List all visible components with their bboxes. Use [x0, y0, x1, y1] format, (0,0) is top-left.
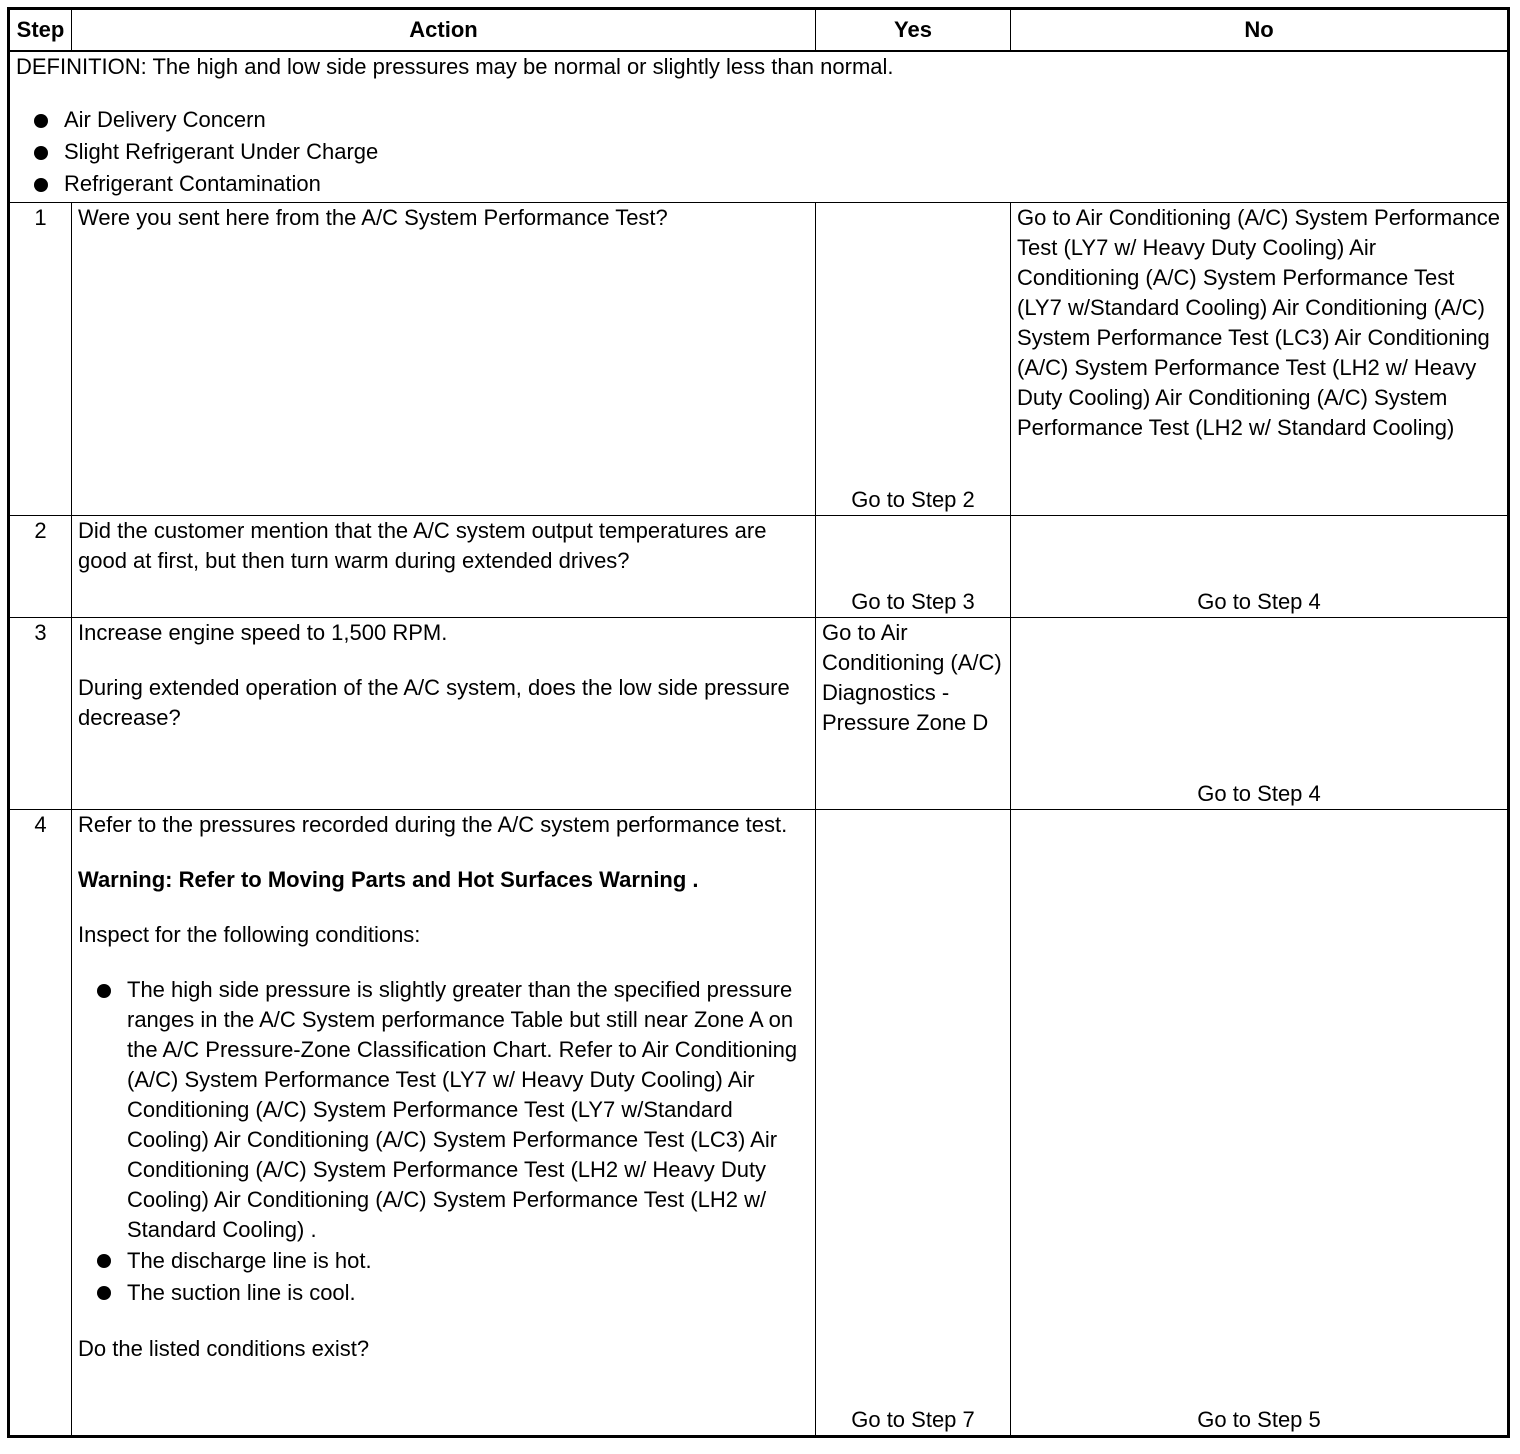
definition-item: Air Delivery Concern [16, 104, 1501, 136]
header-action: Action [72, 9, 816, 52]
action-question: Do the listed conditions exist? [78, 1336, 370, 1361]
step-yes [816, 810, 1011, 1437]
no-link[interactable]: Go to Step 4 [1197, 781, 1321, 806]
step-no [1011, 618, 1509, 810]
condition-item: The suction line is cool. [78, 1277, 809, 1309]
header-step: Step [9, 9, 72, 52]
step-no [1011, 203, 1509, 516]
step-row [9, 810, 1509, 1437]
no-link[interactable]: Go to Air Conditioning (A/C) System Performance Test (LY7 w/ Heavy Duty Cooling) Air Conditioning (A/C) System Performance Test (LY7 w/Standard Cooling) Air Conditioning (A/C) System Performance Test (LC3) Air Conditioning (A/C) System Performance Test (LH2 w/ Heavy Duty Cooling) Air Conditioning (A/C) System Performance Test (LH2 w/ Standard Cooling) [1017, 205, 1500, 440]
step-action: Were you sent here from the A/C System Performance Test? [72, 203, 816, 516]
header-no: No [1011, 9, 1509, 52]
step-row [9, 618, 1509, 810]
step-no [1011, 810, 1509, 1437]
bullet-icon [97, 1286, 111, 1300]
step-yes [816, 618, 1011, 810]
definition-list [16, 104, 1501, 200]
definition-item: Slight Refrigerant Under Charge [16, 136, 1501, 168]
step-row [9, 516, 1509, 618]
header-row [9, 9, 1509, 52]
action-text: Refer to the pressures recorded during the A/C system performance test. [78, 812, 788, 837]
step-number: 1 [9, 203, 72, 516]
yes-link[interactable]: Go to Step 3 [851, 589, 975, 614]
step-yes [816, 203, 1011, 516]
action-text: Increase engine speed to 1,500 RPM. [78, 620, 448, 645]
bullet-icon [34, 178, 48, 192]
bullet-icon [97, 1254, 111, 1268]
bullet-icon [97, 984, 111, 998]
condition-item: The high side pressure is slightly greater than the specified pressure ranges in the A/C System performance Table but still near Zone A on the A/C Pressure-Zone Classification Chart. Refer to Air Conditioning (A/C) System Performance Test (LY7 w/ Heavy Duty Cooling) Air Conditioning (A/C) System Performance Test (LY7 w/Standard Cooling) Air Conditioning (A/C) System Performance Test (LC3) Air Conditioning (A/C) System Performance Test (LH2 w/ Heavy Duty Cooling) Air Conditioning (A/C) System Performance Test (LH2 w/ Standard Cooling) . [78, 975, 809, 1245]
bullet-icon [34, 146, 48, 160]
step-row [9, 203, 1509, 516]
definition-item: Refrigerant Contamination [16, 168, 1501, 200]
step-number: 3 [9, 618, 72, 810]
step-yes [816, 516, 1011, 618]
header-yes: Yes [816, 9, 1011, 52]
no-link[interactable]: Go to Step 5 [1197, 1407, 1321, 1432]
bullet-icon [34, 114, 48, 128]
yes-link[interactable]: Go to Step 7 [851, 1407, 975, 1432]
definition-row [9, 51, 1509, 203]
yes-link[interactable]: Go to Air Conditioning (A/C) Diagnostics - Pressure Zone D [822, 620, 1002, 735]
diagnostic-table [7, 7, 1510, 1438]
definition-text: DEFINITION: The high and low side pressures may be normal or slightly less than normal. [16, 54, 894, 79]
step-no [1011, 516, 1509, 618]
step-action [72, 618, 816, 810]
no-link[interactable]: Go to Step 4 [1197, 589, 1321, 614]
warning-text: Warning: Refer to Moving Parts and Hot Surfaces Warning . [78, 867, 699, 892]
definition-cell [9, 51, 1509, 203]
condition-list [78, 975, 809, 1309]
action-text: Inspect for the following conditions: [78, 922, 421, 947]
step-action: Did the customer mention that the A/C system output temperatures are good at first, but then turn warm during extended drives? [72, 516, 816, 618]
step-number: 4 [9, 810, 72, 1437]
action-question: During extended operation of the A/C system, does the low side pressure decrease? [78, 675, 790, 730]
yes-link[interactable]: Go to Step 2 [851, 487, 975, 512]
condition-item: The discharge line is hot. [78, 1245, 809, 1277]
step-action [72, 810, 816, 1437]
step-number: 2 [9, 516, 72, 618]
